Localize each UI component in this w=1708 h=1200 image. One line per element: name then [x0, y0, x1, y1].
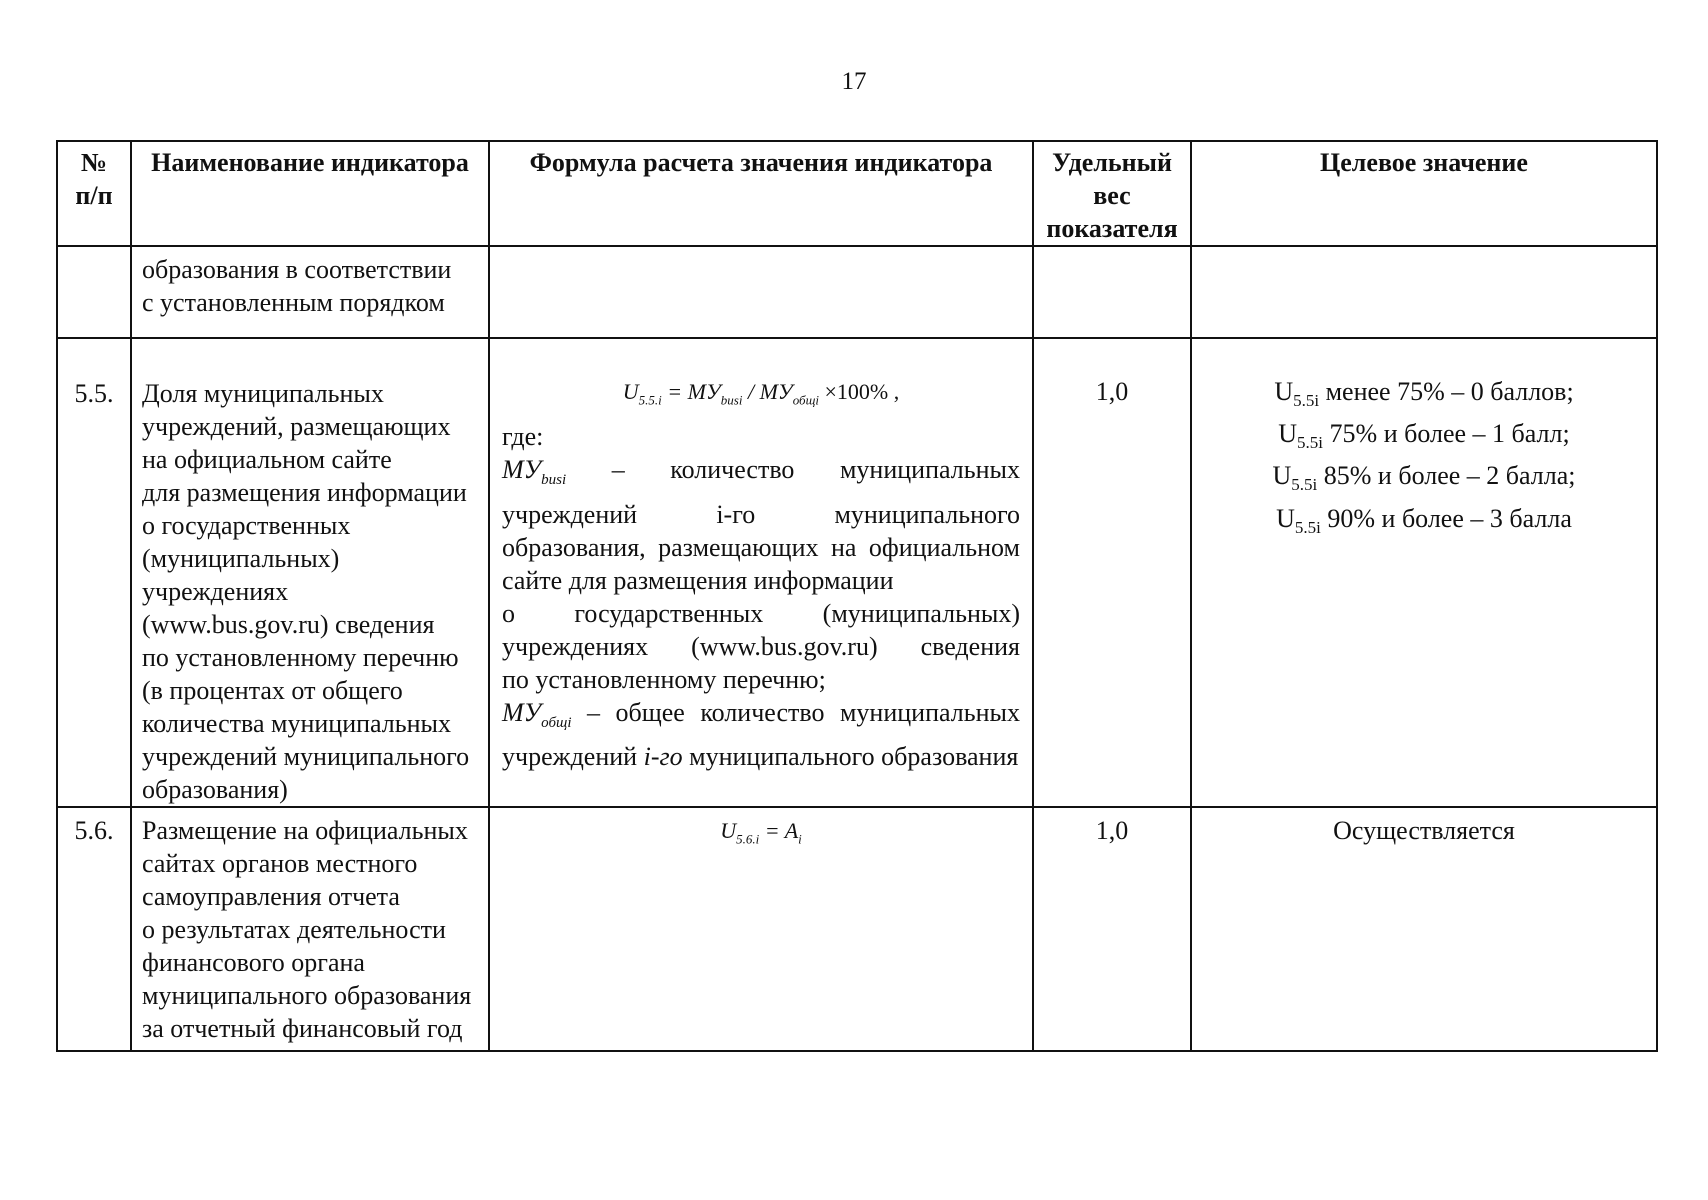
formula-symbol: МУ	[759, 379, 793, 404]
formula-tail: ×100% ,	[819, 379, 900, 404]
formula-subscript: i	[798, 831, 802, 847]
table-row-5-6	[57, 807, 1657, 1051]
continuation-weight	[1033, 246, 1191, 338]
header-num	[57, 141, 131, 246]
formula-symbol: U	[720, 818, 737, 843]
formula-cell	[489, 807, 1033, 1051]
target-line: $U_{5.5i}$ 85% и более – 2 балла;	[1272, 461, 1576, 495]
formula-subscript: 5.6.i	[736, 831, 760, 847]
name-line: муниципального образования	[142, 981, 472, 1010]
name-line: финансового органа	[142, 948, 365, 977]
header-target: Целевое значение	[1191, 141, 1657, 246]
name-line: образования)	[142, 775, 288, 804]
definition-line: $МУ_{busi}$ – количество муниципальных	[502, 455, 1020, 489]
name-line: (в процентах от общего	[142, 676, 403, 705]
name-line: учреждений муниципального	[142, 742, 470, 771]
name-line: Доля муниципальных	[142, 379, 384, 408]
formula-where: где:	[502, 422, 544, 452]
header-weight-line3: показателя	[1046, 214, 1178, 243]
definition-line: сайте для размещения информации	[502, 565, 894, 595]
name-line: на официальном сайте	[142, 445, 392, 474]
formula-expression	[502, 375, 1020, 416]
formula-expression	[500, 814, 1022, 855]
header-weight-line1: Удельный	[1052, 148, 1172, 177]
target-value: Осуществляется	[1191, 807, 1657, 1051]
definition-symbol: $МУ_{busi}$	[502, 455, 567, 489]
page-number: 17	[841, 68, 867, 95]
name-line: сайтах органов местного	[142, 849, 418, 878]
target-value	[1191, 338, 1657, 807]
name-line: учреждений, размещающих	[142, 412, 451, 441]
indicator-name	[131, 338, 489, 807]
name-line: Размещение на официальных	[142, 816, 468, 845]
name-line: учреждениях	[142, 577, 289, 606]
row-number: 5.6.	[57, 807, 131, 1051]
weight-value: 1,0	[1033, 807, 1191, 1051]
definition-symbol: $МУ_{общi}$	[502, 697, 572, 731]
name-line: о результатах деятельности	[142, 915, 446, 944]
formula-symbol: U	[622, 379, 639, 404]
name-line: о государственных	[142, 511, 351, 540]
definition-line: о государственных (муниципальных)	[502, 598, 1020, 628]
table-row-5-5	[57, 338, 1657, 807]
header-name: Наименование индикатора	[131, 141, 489, 246]
name-line: для размещения информации	[142, 478, 467, 507]
header-formula: Формула расчета значения индикатора	[489, 141, 1033, 246]
name-line: по установленному перечню	[142, 643, 459, 672]
header-weight	[1033, 141, 1191, 246]
formula-operator: =	[759, 818, 785, 843]
weight-value: 1,0	[1033, 338, 1191, 807]
continuation-target	[1191, 246, 1657, 338]
header-num-line1: №	[80, 148, 108, 177]
indicator-table	[56, 140, 1658, 1052]
formula-subscript: 5.5.i	[638, 392, 662, 408]
continuation-line: с установленным порядком	[142, 288, 445, 317]
name-line: за отчетный финансовый год	[142, 1014, 463, 1043]
target-line: $U_{5.5i}$ 90% и более – 3 балла	[1276, 503, 1572, 537]
target-line: $U_{5.5i}$ менее 75% – 0 баллов;	[1274, 377, 1574, 411]
formula-operator: =	[661, 379, 688, 404]
continuation-num	[57, 246, 131, 338]
definition-line: учреждениях (www.bus.gov.ru) сведения	[502, 631, 1020, 661]
name-line: самоуправления отчета	[142, 882, 400, 911]
header-weight-line2: вес	[1093, 181, 1131, 210]
header-num-line2: п/п	[75, 181, 113, 210]
formula-symbol: A	[784, 818, 799, 843]
continuation-formula	[489, 246, 1033, 338]
formula-subscript: общi	[792, 392, 819, 408]
continuation-line: образования в соответствии	[142, 255, 452, 284]
definition-line: $МУ_{общi}$ – общее количество муниципальных	[502, 697, 1020, 731]
name-line: (www.bus.gov.ru) сведения	[142, 610, 435, 639]
definition-line: учреждений i-го муниципального	[502, 499, 1020, 529]
formula-operator: /	[742, 379, 760, 404]
target-line: $U_{5.5i}$ 75% и более – 1 балл;	[1278, 419, 1570, 453]
name-line: (муниципальных)	[142, 544, 340, 573]
indicator-name	[131, 807, 489, 1051]
continuation-row	[57, 246, 1657, 338]
formula-subscript: busi	[720, 392, 743, 408]
row-number: 5.5.	[57, 338, 131, 807]
definition-line: учреждений i-го муниципального образования	[502, 741, 1019, 771]
definition-line: по установленному перечню;	[502, 664, 826, 694]
definition-line: образования, размещающих на официальном	[502, 532, 1020, 562]
formula-cell	[489, 338, 1033, 807]
name-line: количества муниципальных	[142, 709, 452, 738]
header-row	[57, 141, 1657, 246]
formula-symbol: МУ	[687, 379, 721, 404]
continuation-name	[131, 246, 489, 338]
